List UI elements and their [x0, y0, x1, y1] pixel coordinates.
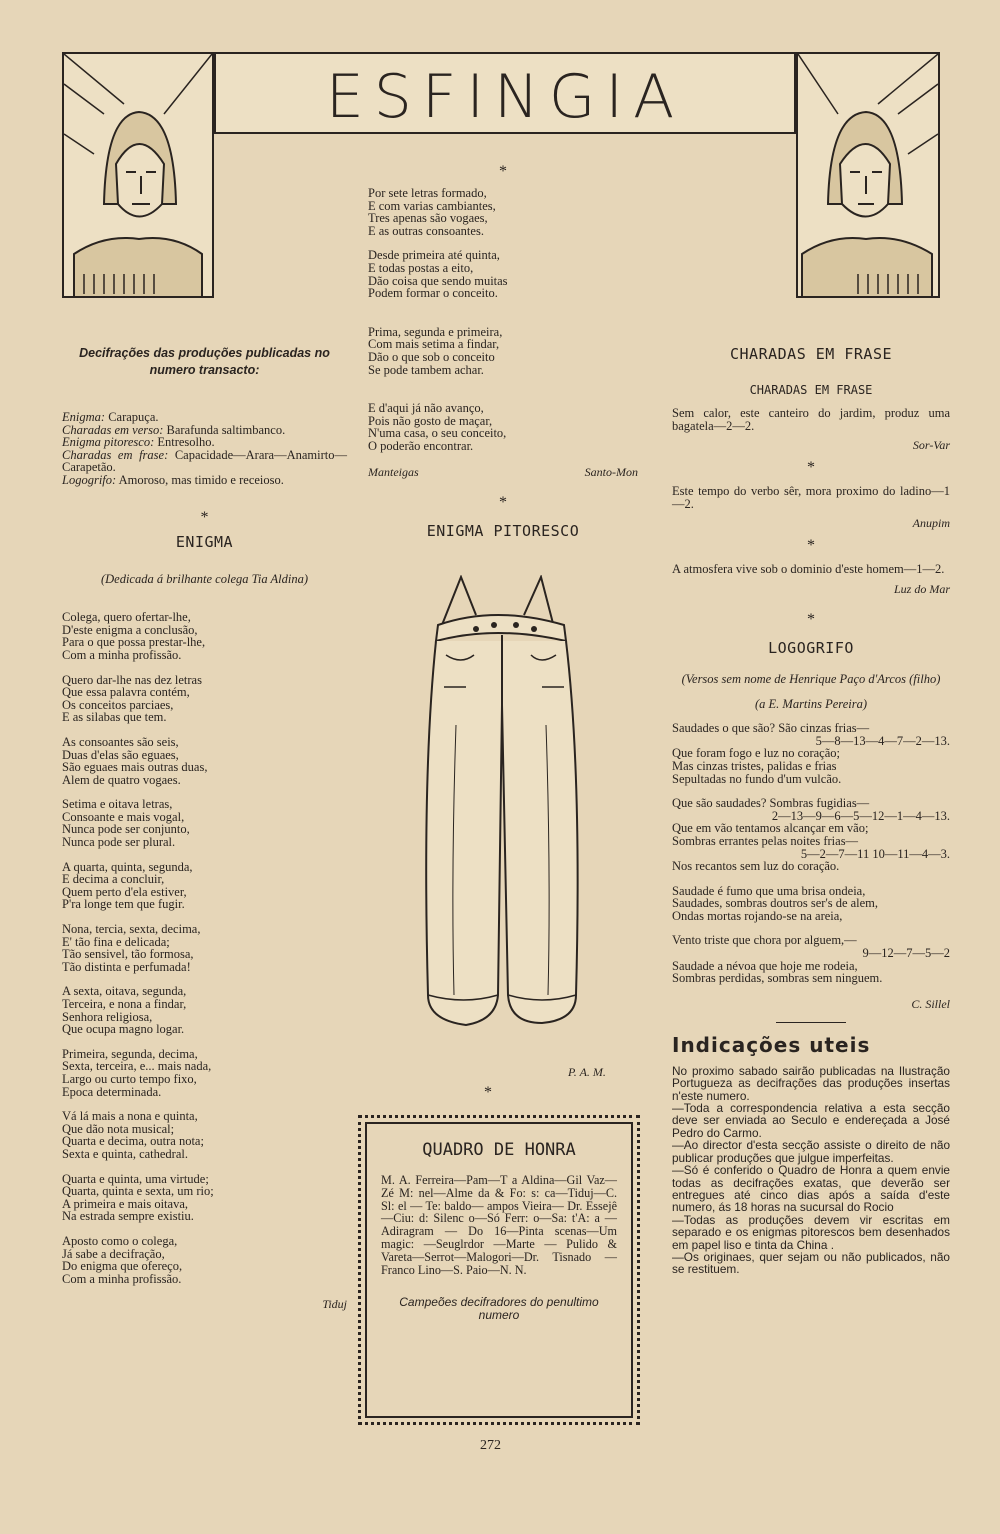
logogrifo-signature: C. Sillel [911, 996, 950, 1011]
charada-signature: Sor-Var [912, 438, 950, 453]
enigma-title: ENIGMA [175, 532, 234, 551]
decifracoes-title: Decifrações das produções publicadas no numero transacto: [79, 346, 330, 377]
logogrifo-stanza: Saudade é fumo que uma brisa ondeia, Saudades, sombras doutros ser's de alem, Ondas mortas rojando-se na areia, [672, 883, 879, 923]
stanza: Colega, quero ofertar-lhe, D'este enigma a conclusão, Para o que possa prestar-lhe, Com a minha profissão. [62, 610, 206, 662]
left-column [62, 345, 347, 1312]
indicacao-paragraph: No proximo sabado sairão publicadas na Ilustração Portugueza as decifrações das produções insertas n'este numero. [672, 1063, 950, 1103]
charada-signature: Anupim [912, 516, 950, 531]
logogrifo-stanza: Saudades o que são? São cinzas frias— 5—8—13—4—7—2—13. Que foram fogo e luz no coração; Mas cinzas tristes, palidas e frias Sepultadas no fundo d'um vulcão. [672, 721, 950, 786]
quadro-de-honra-footer: Campeões decifradores do penultimo numero [399, 1295, 599, 1323]
separator-star: * [200, 508, 209, 526]
separator-star: * [807, 537, 815, 555]
page-title: ESFINGIA [325, 62, 685, 132]
stanza: Quarta e quinta, uma virtude; Quarta, quinta e sexta, um rio; A primeira e mais oitava, Na estrada sempre existiu. [62, 1171, 214, 1224]
enigma-pitoresco-title: ENIGMA PITORESCO [426, 521, 580, 540]
sphinx-illustration-right [796, 52, 940, 298]
stanza: E d'aqui já não avanço, Pois não gosto de maçar, N'uma casa, o seu conceito, O poderão encontrar. [368, 401, 507, 453]
signature-right: Santo-Mon [584, 464, 638, 479]
stanza: Quero dar-lhe nas dez letras Que essa palavra contém, Os conceitos parciaes, E as silabas que tem. [62, 672, 202, 725]
stanza: As consoantes são seis, Duas d'elas são eguaes, São eguaes mais outras duas, Alem de quatro vogaes. [62, 734, 208, 787]
stanza: Setima e oitava letras, Consoante e mais vogal, Nunca pode ser conjunto, Nunca pode ser plural. [62, 797, 190, 850]
page-number: 272 [480, 1438, 501, 1453]
quadro-de-honra-box [358, 1115, 640, 1425]
indicacao-paragraph: —Toda a correspondencia relativa a esta secção deve ser enviada ao Seculo e endereçada a José Pedro do Carmo. [672, 1101, 950, 1140]
stanza: Aposto como o colega, Já sabe a decifração, Do enigma que ofereço, Com a minha profissão. [62, 1233, 183, 1286]
divider [776, 1022, 846, 1023]
enigma-verses [62, 611, 347, 1285]
separator-star: * [807, 459, 815, 477]
stanza: Nona, tercia, sexta, decima, E' tão fina e delicada; Tão sensivel, tão formosa, Tão distinta e perfumada! [62, 922, 201, 974]
enigma-dedication: (Dedicada á brilhante colega Tia Aldina) [100, 571, 309, 586]
middle-column [368, 163, 638, 550]
charada-signatures [368, 465, 638, 480]
indicacao-paragraph: —Todas as produções devem vir escritas em separado e os enigmas pitorescos bem desenhados em papel liso e tinta da China . [672, 1212, 950, 1252]
logogrifo-title: LOGOGRIFO [768, 638, 854, 657]
logogrifo-subtitle: (Versos sem nome de Henrique Paço d'Arcos (filho) [681, 671, 941, 686]
stanza: Vá lá mais a nona e quinta, Que dão nota musical; Quarta e decima, outra nota; Sexta e quinta, cathedral. [62, 1109, 204, 1161]
stanza: Desde primeira até quinta, E todas postas a eito, Dão coisa que sendo muitas Podem formar o conceito. [368, 248, 508, 301]
indicacoes-title: Indicações uteis [672, 1032, 871, 1057]
logogrifo-stanza: Que são saudades? Sombras fugidias— 2—13—9—6—5—12—1—4—13. Que em vão tentamos alcançar em vão; Sombras errantes pelas noites frias— 5—2—7—11 10—11—4—3. Nos recantos sem luz do coração. [672, 796, 950, 874]
logogrifo-stanza: Vento triste que chora por alguem,— 9—12—7—5—2 Saudade a névoa que hoje me rodeia, Sombras perdidas, sombras sem ninguem. [672, 933, 950, 986]
enigma-signature: Tiduj [322, 1297, 347, 1312]
title-banner [214, 52, 796, 134]
pitoresco-signature: P. A. M. [568, 1065, 606, 1079]
separator-star: * [484, 1084, 492, 1101]
quadro-de-honra-names: M. A. Ferreira—Pam—T a Aldina—Gil Vaz—Zé M: nel—Alme da & Fo: s: ca—Tiduj—C. Sl: el — Te: baldo— ampos Vieira— Dr. Essejê—Ciu: d: Silenc o—Só Ferr: o—Sa: t'A: a — Adiragram — Do 16—Pinta scenas—Um magic: —Seuglrdor —Marte — Pulido & Vareta—Serrot—Malogori—Dr. Tisnado —Franco Lino—S. Paio—N. N. [381, 1173, 617, 1277]
quadro-de-honra-title: QUADRO DE HONRA [422, 1140, 576, 1160]
charada-signature: Luz do Mar [893, 581, 950, 596]
decifracao-item: Charadas em verso: Barafunda saltimbanco. [62, 422, 286, 437]
decifracao-item: Enigma pitoresco: Entresolho. [62, 435, 215, 450]
indicacao-paragraph: —Ao director d'esta secção assiste o direito de não publicar produções que julgue imperfeitas. [672, 1138, 950, 1165]
charadas-em-frase-subtitle: CHARADAS EM FRASE [749, 383, 873, 397]
indicacao-paragraph: —Os originaes, quer sejam ou não publicados, não se restituem. [672, 1249, 950, 1277]
sphinx-illustration-left [62, 52, 214, 298]
stanza: Primeira, segunda, decima, Sexta, terceira, e... mais nada, Largo ou curto tempo fixo, Epoca determinada. [62, 1046, 212, 1099]
charada-text: Este tempo do verbo sêr, mora proximo do ladino—1—2. [672, 484, 950, 511]
stanza: Prima, segunda e primeira, Com mais setima a findar, Dão o que sob o conceito Se pode tambem achar. [368, 324, 503, 377]
charada-text: Sem calor, este canteiro do jardim, produz uma bagatela—2—2. [672, 406, 950, 433]
stanza: Por sete letras formado, E com varias cambiantes, Tres apenas são vogaes, E as outras consoantes. [368, 186, 496, 238]
separator-star: * [807, 610, 815, 628]
decifracao-item: Charadas em frase: Capacidade—Arara—Anamirto—Carapetão. [62, 447, 347, 475]
right-column [672, 335, 950, 1276]
stanza: A sexta, oitava, segunda, Terceira, e nona a findar, Senhora religiosa, Que ocupa magno logar. [62, 984, 187, 1037]
decifracao-item: Enigma: Carapuça. [62, 410, 159, 424]
trousers-illustration [416, 575, 586, 1045]
charadas-em-frase-title: CHARADAS EM FRASE [729, 345, 893, 363]
indicacoes-text [672, 1065, 950, 1276]
decifracoes-list [62, 411, 347, 487]
charada-text: A atmosfera vive sob o dominio d'este homem—1—2. [672, 562, 945, 577]
separator-star: * [499, 493, 507, 511]
decifracao-item: Logogrifo: Amoroso, mas timido e receioso. [62, 472, 284, 487]
indicacao-paragraph: —Só é conferido o Quadro de Honra a quem envie todas as decifrações exatas, que deverão ser entregues até cinco dias após a saída d'este numero, ás 18 horas na sucursal do Rocio [672, 1163, 950, 1215]
signature-left: Manteigas [368, 464, 419, 479]
logogrifo-dedication: (a E. Martins Pereira) [754, 696, 868, 711]
separator-star: * [499, 163, 507, 180]
stanza: A quarta, quinta, segunda, E decima a concluir, Quem perto d'ela estiver, P'ra longe tem que fugir. [62, 859, 193, 912]
